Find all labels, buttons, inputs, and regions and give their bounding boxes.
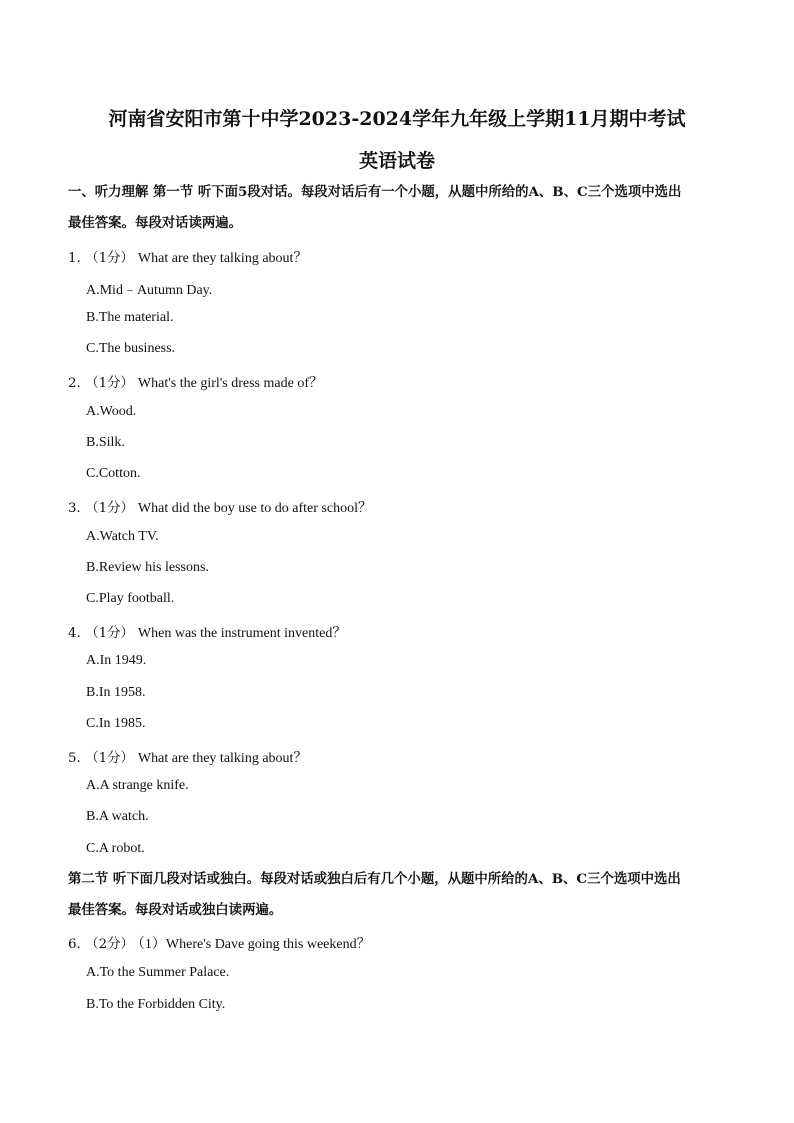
option-c: C.In 1985.	[86, 716, 146, 731]
option-a: A.Watch TV.	[86, 529, 159, 544]
exam-subtitle: 英语试卷	[358, 150, 435, 172]
option-b: B.Review his lessons.	[86, 560, 209, 575]
question-score: （1分）	[91, 751, 134, 766]
question-number: 4．	[68, 626, 90, 641]
question-1	[68, 247, 307, 267]
option-c: C.Cotton.	[86, 466, 141, 481]
section-2-line-1: 第二节 听下面几段对话或独白。每段对话或独白后有几个小题，从题中所给的A、B、C三个选项中选出	[68, 871, 681, 887]
option-a: A.Mid﹣Autumn Day.	[86, 283, 213, 298]
question-score: （1分）	[91, 626, 134, 641]
option-b: B.Silk.	[86, 435, 125, 450]
option-a: A.Wood.	[86, 404, 137, 419]
option-b: B.The material.	[86, 310, 174, 325]
exam-title: 河南省安阳市第十中学2023-2024学年九年级上学期11月期中考试	[108, 108, 686, 130]
question-stem: （1）Where's Dave going this weekend？	[137, 937, 371, 952]
section-1-line-1: 一、听力理解 第一节 听下面5段对话。每段对话后有一个小题，从题中所给的A、B、C三个选项中选出	[68, 184, 682, 200]
option-c: C.A robot.	[86, 841, 145, 856]
option-b: B.A watch.	[86, 809, 149, 824]
section-1-line-2: 最佳答案。每段对话读两遍。	[68, 215, 243, 231]
option-b: B.To the Forbidden City.	[86, 997, 226, 1012]
section-1-instructions	[68, 177, 728, 239]
option-a: A.To the Summer Palace.	[86, 965, 230, 980]
question-5	[68, 747, 307, 767]
question-stem: What are they talking about？	[137, 751, 308, 766]
question-number: 6．	[68, 937, 90, 952]
question-score: （1分）	[91, 501, 134, 516]
question-score: （2分）	[91, 937, 134, 952]
question-stem: What's the girl's dress made of？	[137, 376, 323, 391]
question-number: 2．	[68, 376, 90, 391]
question-number: 1．	[68, 251, 90, 266]
option-c: C.The business.	[86, 341, 176, 356]
question-number: 5．	[68, 751, 90, 766]
question-3	[68, 497, 372, 517]
question-score: （1分）	[91, 376, 134, 391]
option-a: A.A strange knife.	[86, 778, 189, 793]
question-stem: What did the boy use to do after school？	[137, 501, 372, 516]
option-b: B.In 1958.	[86, 685, 146, 700]
question-number: 3．	[68, 501, 90, 516]
question-stem: What are they talking about？	[137, 251, 308, 266]
option-c: C.Play football.	[86, 591, 175, 606]
question-stem: When was the instrument invented？	[137, 626, 347, 641]
section-2-instructions	[68, 864, 728, 926]
question-2	[68, 372, 323, 392]
option-a: A.In 1949.	[86, 653, 147, 668]
section-2-line-2: 最佳答案。每段对话或独白读两遍。	[68, 902, 283, 918]
question-4	[68, 622, 346, 642]
question-6	[68, 933, 371, 953]
question-score: （1分）	[91, 251, 134, 266]
